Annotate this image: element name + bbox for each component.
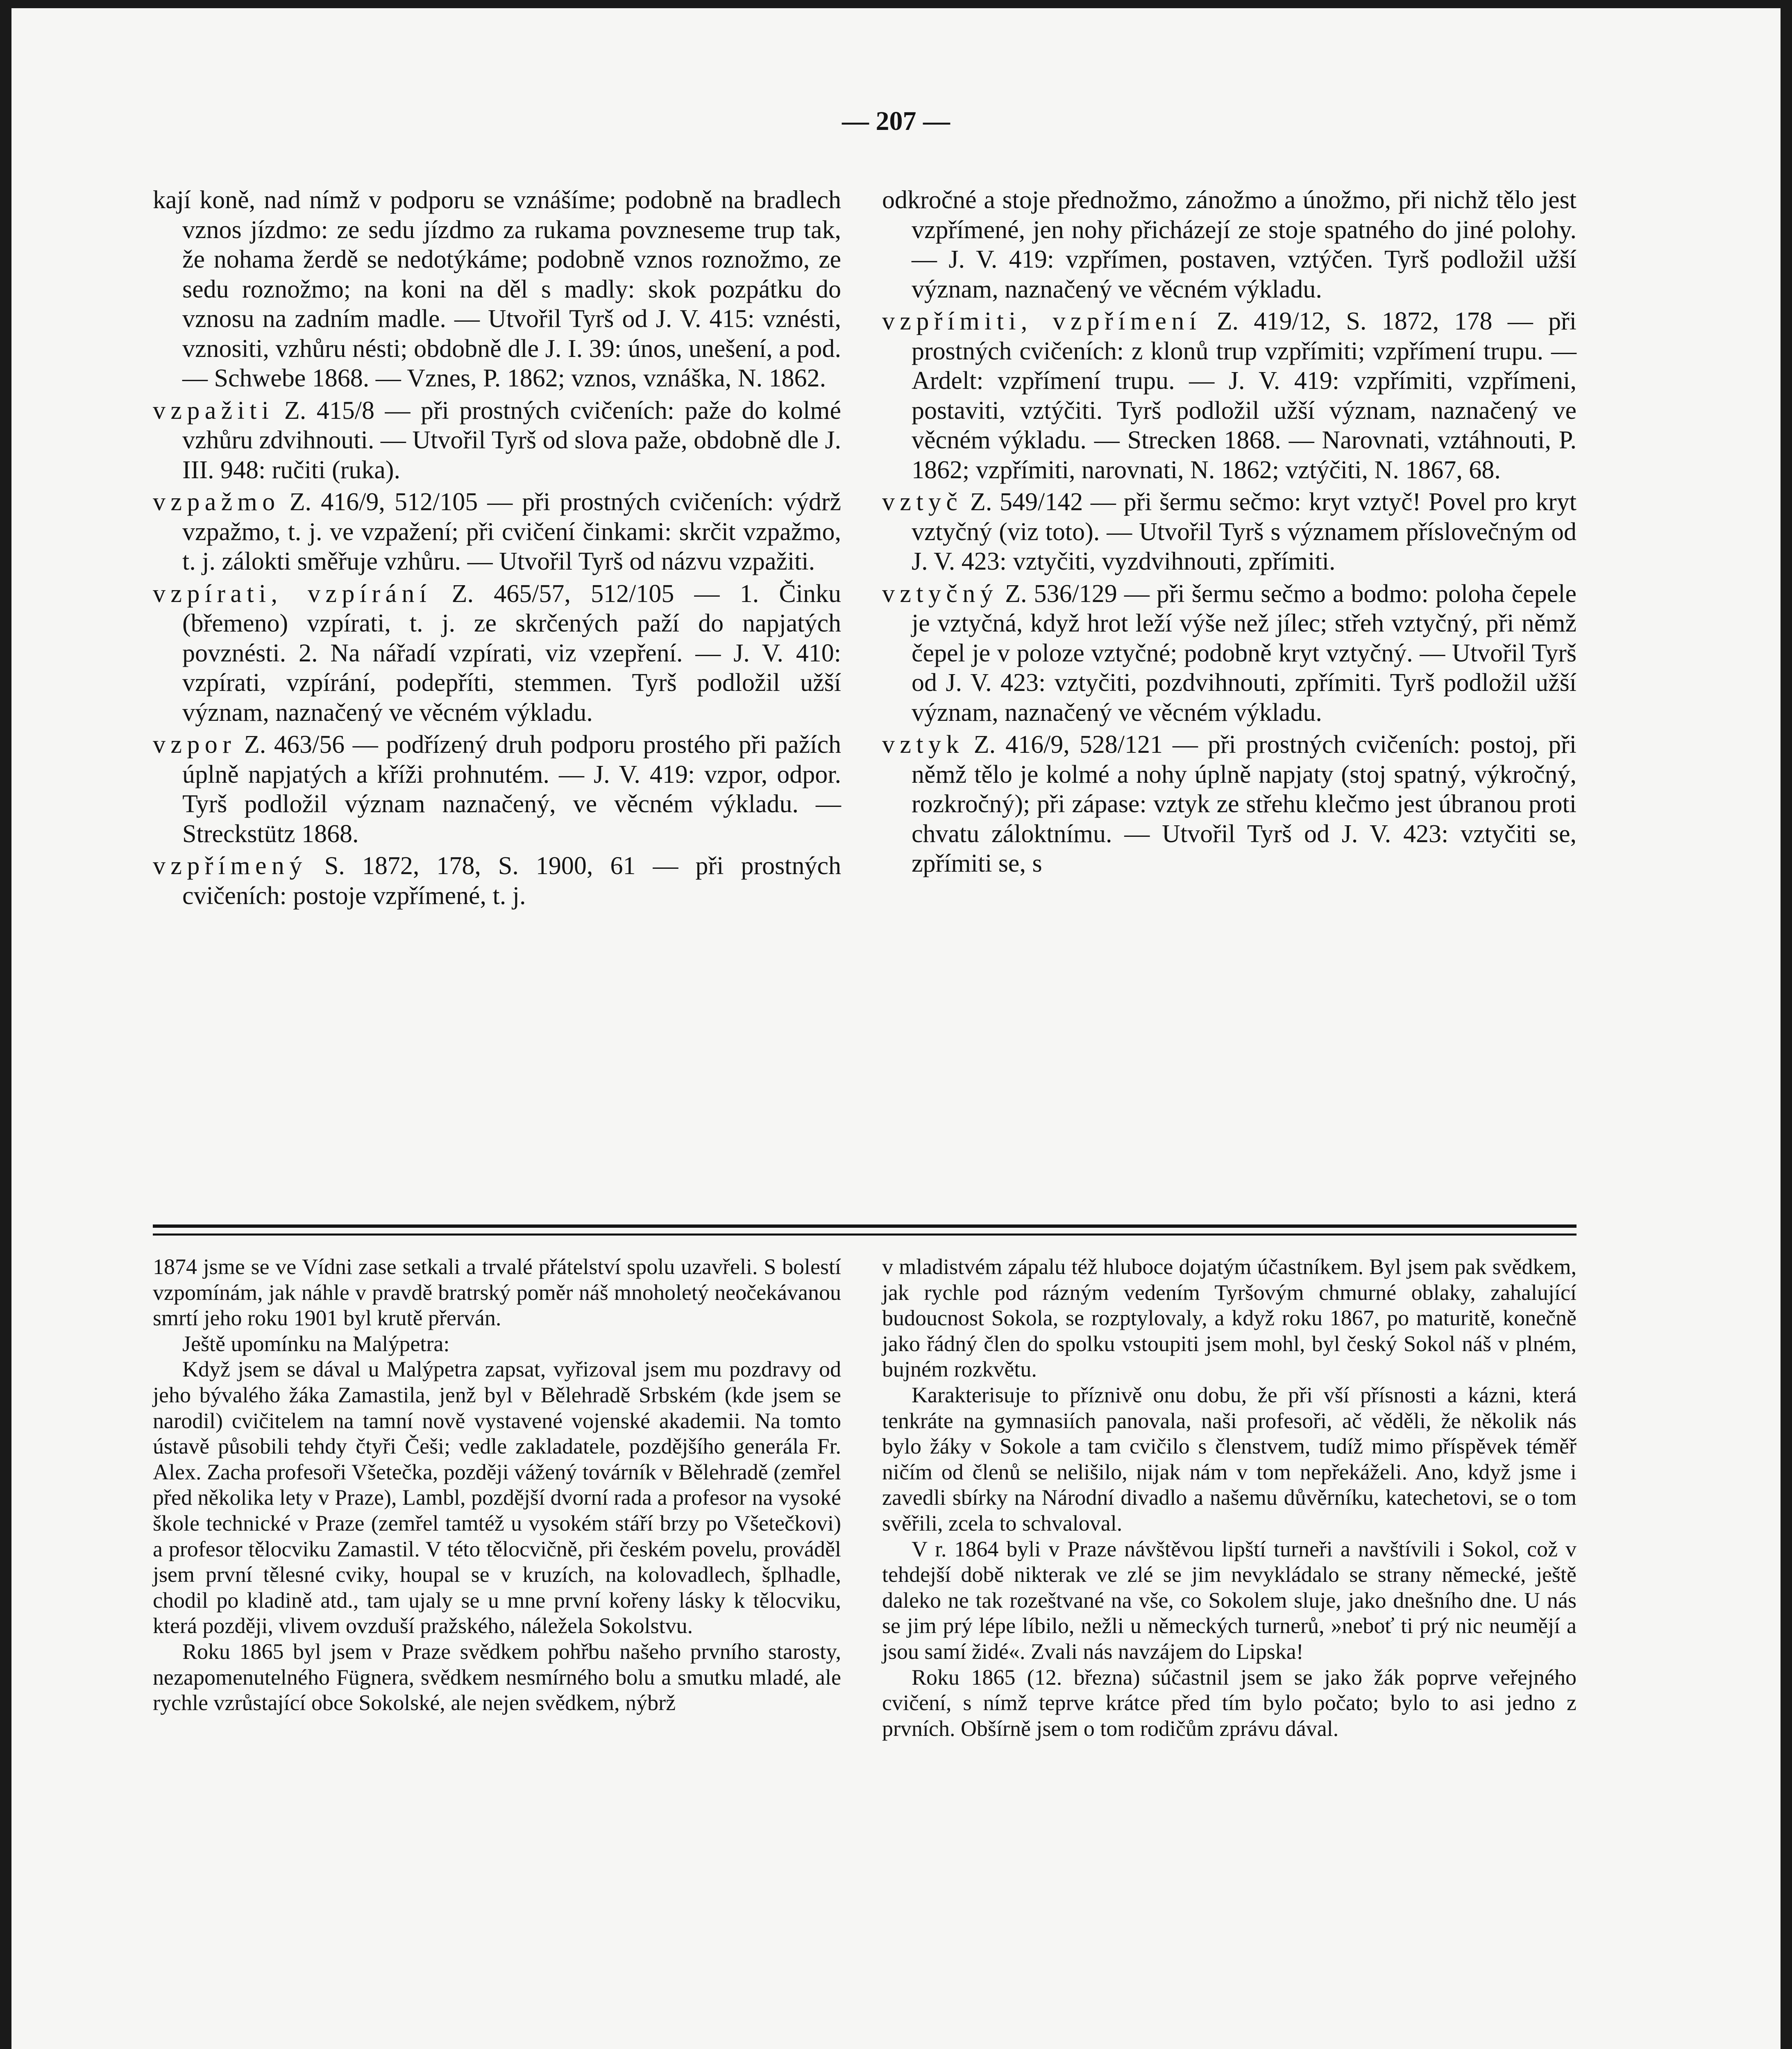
entry-vztyk bbox=[882, 730, 1577, 879]
section-divider-thin bbox=[153, 1233, 1577, 1236]
entry-text: Z. 416/9, 512/105 — při prostných cvičeních: výdrž vzpažmo, t. j. ve vzpažení; při cvičení činkami: skrčit vzpažmo, t. j. zálokti směřuje vzhůru. — Utvořil Tyrš od názvu vzpažiti. bbox=[182, 488, 841, 575]
entry-text: odkročné a stoje přednožmo, zánožmo a únožmo, při nichž tělo jest vzpřímené, jen nohy přicházejí ze stoje spatného do jiné polohy. — J. V. 419: vzpřímen, postaven, vztýčen. Tyrš podložil užší význam, naznačený ve věcném výkladu. bbox=[882, 186, 1577, 303]
dictionary-column-left bbox=[153, 185, 841, 913]
entry-text: kají koně, nad nímž v podporu se vznášíme; podobně na bradlech vznos jízdmo: ze sedu jízdmo za rukama povzneseme trup tak, že nohama žerdě se nedotýkáme; podobně vznos roznožmo, ze sedu roznožmo; na koni na děl s madly: skok pozpátku do vznosu na zadním madle. — Utvořil Tyrš od J. V. 415: vznésti, vznositi, vzhůru nésti; obdobně dle J. I. 39: únos, unešení, a pod. — Schwebe 1868. — Vznes, P. 1862; vznos, vznáška, N. 1862. bbox=[153, 186, 841, 392]
entry-headword: vzpírati, vzpírání bbox=[153, 579, 432, 608]
entry-headword: vztyč bbox=[882, 488, 963, 516]
memoir-paragraph: Když jsem se dával u Malýpetra zapsat, vyřizoval jsem mu pozdravy od jeho bývalého žáka Zamastila, jenž byl v Bělehradě Srbském (kde jsem se narodil) cvičitelem na tamní nově vystavené vojenské akademii. Na tomto ústavě působili tehdy čtyři Češi; vedle zakladatele, pozdějšího generála Fr. Alex. Zacha profesoři Všetečka, později vážený továrník v Bělehradě (zemřel před několika lety v Praze), Lambl, pozdější dvorní rada a profesor na vysoké škole technické v Praze (zemřel tamtéž u vysokém stáří brzy po Všetečkovi) a profesor tělocviku Zamastil. V této tělocvičně, při českém povelu, prováděl jsem první tělesné cviky, houpal se v kruzích, na kolovadlech, šplhadle, chodil po kladině atd., tam ujaly se u mne první kořeny lásky k tělocviku, která později, vlivem ovzduší pražského, náležela Sokolstvu. bbox=[153, 1357, 841, 1638]
entry-headword: vzpřímený bbox=[153, 852, 307, 880]
memoir-paragraph: Ještě upomínku na Malýpetra: bbox=[182, 1331, 450, 1356]
entry-headword: vzpor bbox=[153, 731, 236, 759]
entry-text: Z. 549/142 — při šermu sečmo: kryt vztyč! Povel pro kryt vztyčný (viz toto). — Utvořil Tyrš s významem příslovečným od J. V. 423: vztyčiti, vyzdvihnouti, zpřímiti. bbox=[912, 488, 1577, 575]
dictionary-column-right bbox=[882, 185, 1577, 881]
memoir-column-left bbox=[153, 1254, 841, 1716]
entry-text: Z. 463/56 — podřízený druh podporu prostého při pažích úplně napjatých a kříži prohnutém. — J. V. 419: vzpor, odpor. Tyrš podložil význam naznačený, ve věcném výkladu. — Streckstütz 1868. bbox=[182, 731, 841, 848]
entry-headword: vzpřímiti, vzpřímení bbox=[882, 307, 1202, 335]
entry-vzprimeny bbox=[153, 851, 841, 911]
entry-headword: vzpažiti bbox=[153, 396, 274, 425]
entry-vzpazmo bbox=[153, 487, 841, 577]
entry-continuation bbox=[882, 185, 1577, 304]
entry-text: S. 1872, 178, S. 1900, 61 — při prostných cvičeních: postoje vzpřímené, t. j. bbox=[182, 852, 841, 910]
section-divider-thick bbox=[153, 1224, 1577, 1228]
entry-vztyc bbox=[882, 487, 1577, 577]
entry-vzprimiti bbox=[882, 307, 1577, 485]
entry-continuation bbox=[153, 185, 841, 393]
page-number: — 207 — bbox=[842, 106, 950, 136]
entry-text: Z. 465/57, 512/105 — 1. Činku (břemeno) vzpírati, t. j. ze skrčených paží do napjatých povznésti. 2. Na nářadí vzpírati, viz vzepření. — J. V. 410: vzpírati, vzpírání, podepříti, stemmen. Tyrš podložil užší význam, naznačený ve věcném výkladu. bbox=[182, 579, 842, 727]
entry-vzpirati bbox=[153, 579, 841, 728]
entry-headword: vztyčný bbox=[882, 579, 998, 608]
memoir-paragraph: 1874 jsme se ve Vídni zase setkali a trvalé přátelství spolu uzavřeli. S bolestí vzpomínám, jak náhle v pravdě bratrský poměr náš mnoholetý neočekávanou smrtí jeho roku 1901 byl krutě přerván. bbox=[153, 1254, 841, 1331]
memoir-paragraph: V r. 1864 byli v Praze návštěvou lipští turneři a navštívili i Sokol, což v tehdejší době nikterak ve zlé se jim nevykládalo se strany německé, ještě daleko ne tak rozeštvané na vše, co Sokolem sluje, jako dnešního dne. U nás se jim prý lépe líbilo, nežli u německých turnerů, »neboť ti prý nic neumějí a jsou samí židé«. Zvali nás navzájem do Lipska! bbox=[882, 1536, 1577, 1664]
entry-vzpor bbox=[153, 730, 841, 849]
entry-text: Z. 419/12, S. 1872, 178 — při prostných cvičeních: z klonů trup vzpřímiti; vzpřímení trupu. — Ardelt: vzpřímení trupu. — J. V. 419: vzpřímiti, vzpřímeni, postaviti, vztýčiti. Tyrš podložil užší význam, naznačený ve věcném výkladu. — Strecken 1868. — Narovnati, vztáhnouti, P. 1862; vzpřímiti, narovnati, N. 1862; vztýčiti, N. 1867, 68. bbox=[912, 307, 1577, 484]
memoir-paragraph: Karakterisuje to příznivě onu dobu, že při vší přísnosti a kázni, která tenkráte na gymnasiích panovala, naši profesoři, ač věděli, že několik nás bylo žáky v Sokole a tam cvičilo s členstvem, tudíž mimo příspěvek téměř ničím od členů se nelišilo, nijak nám v tom nepřekáželi. Ano, když jsme i zavedli sbírky na Národní divadlo a našemu důvěrníku, katechetovi, se o tom svěřili, zcela to schvaloval. bbox=[882, 1382, 1577, 1536]
entry-text: Z. 416/9, 528/121 — při prostných cvičeních: postoj, při němž tělo je kolmé a nohy úplně napjaty (stoj spatný, výkročný, rozkročný); při zápase: vztyk ze střehu klečmo jest úbranou proti chvatu záloktnímu. — Utvořil Tyrš od J. V. 423: vztyčiti se, zpřímiti se, s bbox=[912, 731, 1577, 877]
entry-vzpaziti bbox=[153, 396, 841, 485]
entry-vztycny bbox=[882, 579, 1577, 728]
entry-headword: vzpažmo bbox=[153, 488, 280, 516]
memoir-paragraph: v mladistvém zápalu též hluboce dojatým účastníkem. Byl jsem pak svědkem, jak rychle pod rázným vedením Tyršovým chmurné oblaky, zahalující budoucnost Sokola, se rozptylovaly, a když roku 1867, po maturitě, konečně jako řádný člen do spolku vstoupiti jsem mohl, byl český Sokol náš v plném, bujném rozkvětu. bbox=[882, 1254, 1577, 1382]
entry-headword: vztyk bbox=[882, 731, 964, 759]
memoir-column-right bbox=[882, 1254, 1577, 1741]
scanned-page bbox=[11, 8, 1781, 2049]
memoir-paragraph: Roku 1865 (12. března) súčastnil jsem se jako žák poprve veřejného cvičení, s nímž teprve krátce před tím bylo počato; bylo to asi jedno z prvních. Obšírně jsem o tom rodičům zprávu dával. bbox=[882, 1665, 1577, 1741]
entry-text: Z. 536/129 — při šermu sečmo a bodmo: poloha čepele je vztyčná, když hrot leží výše než jílec; střeh vztyčný, při němž čepel je v poloze vztyčné; podobně kryt vztyčný. — Utvořil Tyrš od J. V. 423: vztyčiti, pozdvihnouti, zpřímiti. Tyrš podložil užší význam, naznačený ve věcném výkladu. bbox=[912, 579, 1577, 727]
entry-text: Z. 415/8 — při prostných cvičeních: paže do kolmé vzhůru zdvihnouti. — Utvořil Tyrš od slova paže, obdobně dle J. III. 948: ručiti (ruka). bbox=[182, 396, 841, 484]
memoir-paragraph: Roku 1865 byl jsem v Praze svědkem pohřbu našeho prvního starosty, nezapomenutelného Fügnera, svědkem nesmírného bolu a smutku mladé, ale rychle vzrůstající obce Sokolské, ale nejen svědkem, nýbrž bbox=[153, 1639, 841, 1715]
